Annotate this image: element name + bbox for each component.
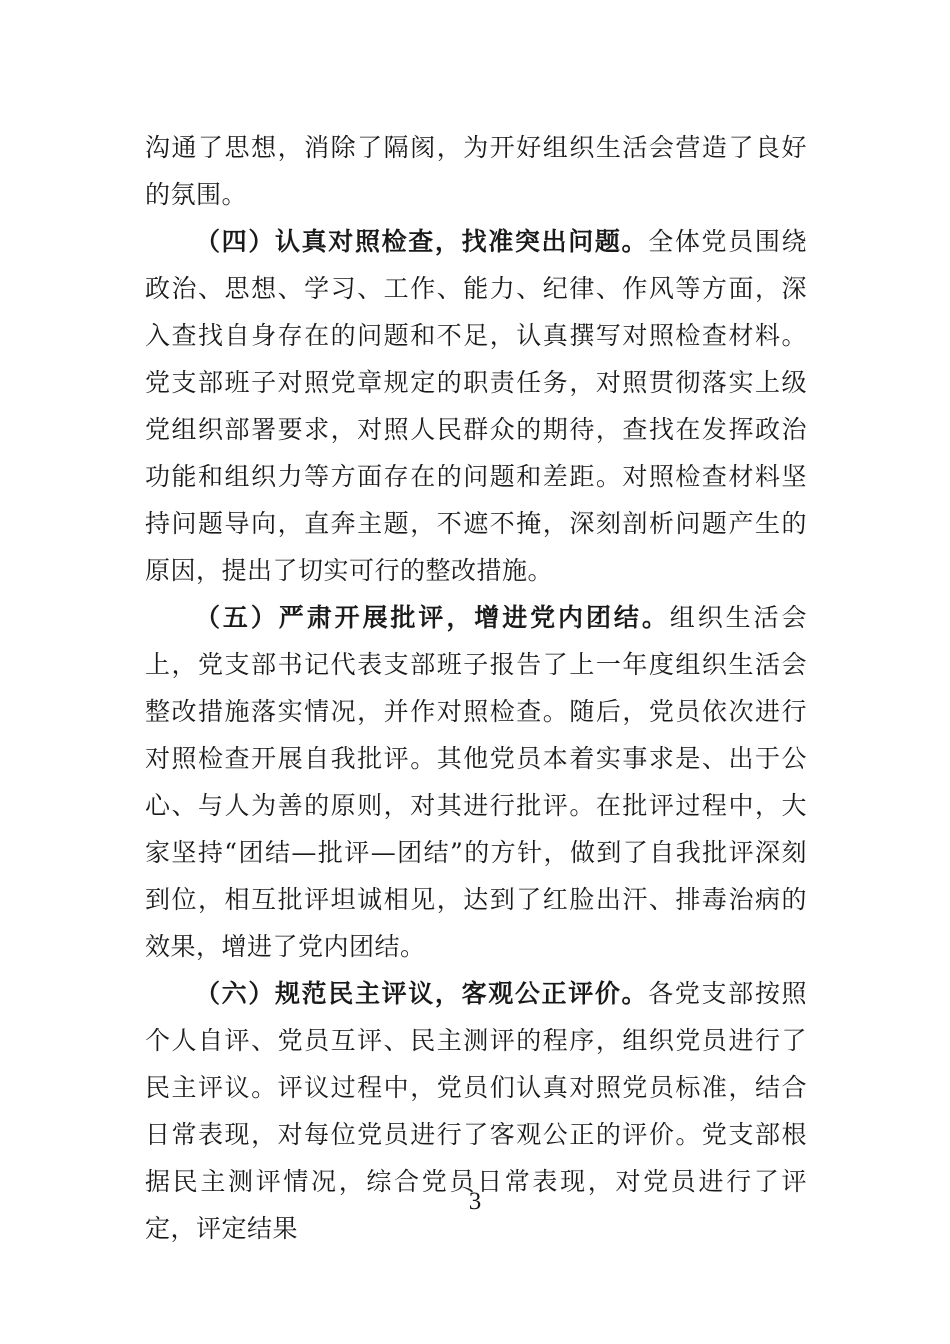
paragraph-2	[145, 218, 807, 594]
paragraph-2-text: 全体党员围绕政治、思想、学习、工作、能力、纪律、作风等方面，深入查找自身存在的问题和不足，认真撰写对照检查材料。党支部班子对照党章规定的职责任务，对照贯彻落实上级党组织部署要求，对照人民群众的期待，查找在发挥政治功能和组织力等方面存在的问题和差距。对照检查材料坚持问题导向，直奔主题，不遮不掩，深刻剖析问题产生的原因，提出了切实可行的整改措施。	[145, 227, 807, 585]
paragraph-4-text: 各党支部按照个人自评、党员互评、民主测评的程序，组织党员进行了民主评议。评议过程中，党员们认真对照党员标准，结合日常表现，对每位党员进行了客观公正的评价。党支部根据民主测评情况，综合党员日常表现，对党员进行了评定，评定结果	[145, 979, 807, 1243]
paragraph-3	[145, 594, 807, 970]
paragraph-2-heading: （四）认真对照检查，找准突出问题。	[195, 227, 649, 256]
page-number: 3	[468, 1188, 482, 1215]
document-body	[145, 124, 807, 1252]
paragraph-1	[145, 124, 807, 218]
paragraph-3-heading: （五）严肃开展批评，增进党内团结。	[195, 603, 670, 632]
paragraph-3-text: 组织生活会上，党支部书记代表支部班子报告了上一年度组织生活会整改措施落实情况，并作对照检查。随后，党员依次进行对照检查开展自我批评。其他党员本着实事求是、出于公心、与人为善的原则，对其进行批评。在批评过程中，大家坚持“团结—批评—团结”的方针，做到了自我批评深刻到位，相互批评坦诚相见，达到了红脸出汗、排毒治病的效果，增进了党内团结。	[145, 603, 807, 961]
paragraph-4-heading: （六）规范民主评议，客观公正评价。	[195, 979, 649, 1008]
paragraph-1-text: 沟通了思想，消除了隔阂，为开好组织生活会营造了良好的氛围。	[145, 133, 807, 209]
